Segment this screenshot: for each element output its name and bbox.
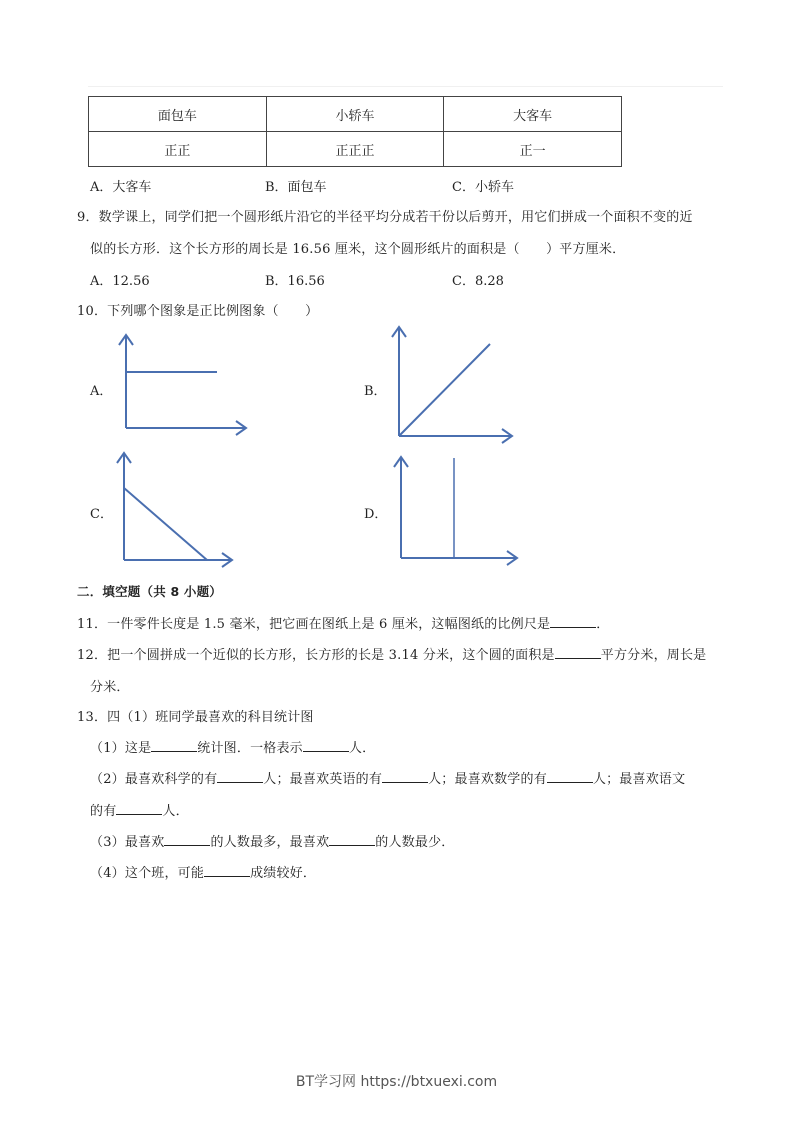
table-cell: 正正 — [89, 132, 267, 167]
tally-table — [88, 96, 622, 167]
q13-p2-text: 人． — [162, 804, 189, 819]
q13-p2-blank-math[interactable] — [547, 771, 593, 783]
graph-b-label: B． — [364, 384, 387, 399]
q13-p3-text: 的人数最多，最喜欢 — [210, 835, 330, 850]
q13-p1-text: 统计图．一格表示 — [197, 741, 303, 756]
q9-option-c: C．8.28 — [452, 274, 504, 289]
q12-line2: 分米． — [90, 680, 130, 695]
q13-part3 — [90, 831, 455, 850]
q9-line2: 似的长方形．这个长方形的周长是 16.56 厘米，这个圆形纸片的面积是（ ）平方厘米． — [90, 242, 626, 257]
q12-area-blank[interactable] — [555, 647, 601, 659]
q13-part2-line2 — [90, 800, 189, 819]
q13-part2-line1 — [90, 768, 685, 787]
q13-p1-blank-unit[interactable] — [303, 740, 349, 752]
q13-p2-text: （2）最喜欢科学的有 — [90, 772, 218, 787]
q8-option-c: C．小轿车 — [452, 180, 514, 195]
q11-text: 11．一件零件长度是 1.5 毫米，把它画在图纸上是 6 厘米，这幅图纸的比例尺是 — [77, 617, 551, 632]
q13-p4-text: （4）这个班，可能 — [90, 866, 205, 881]
q13-p1-text: 人． — [348, 741, 376, 756]
q13-p3-text: 的人数最少． — [375, 835, 455, 850]
graph-a-horizontal-line — [110, 330, 255, 440]
q12-text: 12．把一个圆拼成一个近似的长方形，长方形的长是 3.14 分米，这个圆的面积是 — [77, 648, 555, 663]
q13-part4 — [90, 862, 316, 881]
q12-middle: 平方分米，周长是 — [600, 648, 707, 663]
q13-p2-blank-english[interactable] — [382, 771, 428, 783]
q13-p3-blank-least[interactable] — [329, 834, 375, 846]
q13-p3-text: （3）最喜欢 — [90, 835, 165, 850]
graph-d-label: D． — [364, 507, 388, 522]
table-header-cell: 面包车 — [89, 97, 267, 132]
q11-blank[interactable] — [550, 616, 596, 628]
footer-watermark: BT学习网 https://btxuexi.com — [295, 1074, 498, 1090]
q13-p3-blank-most[interactable] — [164, 834, 210, 846]
q13-p1-blank-type[interactable] — [151, 740, 197, 752]
table-row — [89, 97, 622, 132]
q13-p2-text: 人；最喜欢数学的有 — [428, 772, 547, 787]
q13-p2-text: 的有 — [90, 804, 117, 819]
graph-d-vertical-line — [390, 452, 525, 570]
q13-part1 — [90, 737, 375, 756]
q9-option-b: B．16.56 — [265, 274, 325, 289]
q13-p2-text: 人；最喜欢英语的有 — [263, 772, 383, 787]
graph-a-label: A． — [90, 384, 113, 399]
graph-b-proportional-line — [390, 322, 520, 444]
q13-p1-text: （1）这是 — [90, 741, 152, 756]
q13-p2-blank-chinese[interactable] — [116, 803, 162, 815]
q13-p2-text: 人；最喜欢语文 — [592, 772, 686, 787]
q11-end: ． — [596, 617, 610, 632]
table-header-cell: 大客车 — [444, 97, 622, 132]
page-top-rule — [88, 86, 723, 87]
q13-p4-text: 成绩较好． — [250, 866, 317, 881]
table-cell: 正一 — [444, 132, 622, 167]
graph-c-decreasing-line — [110, 448, 240, 570]
table-row — [89, 132, 622, 167]
q8-option-b: B．面包车 — [265, 180, 327, 195]
table-cell: 正正正 — [266, 132, 444, 167]
q8-option-a: A．大客车 — [90, 180, 152, 195]
q10-stem: 10．下列哪个图象是正比例图象（ ） — [77, 304, 319, 319]
q9-line1: 9．数学课上，同学们把一个圆形纸片沿它的半径平均分成若干份以后剪开，用它们拼成一个面积不变的近 — [77, 210, 693, 225]
q13-stem: 13．四（1）班同学最喜欢的科目统计图 — [77, 710, 314, 725]
q13-p2-blank-science[interactable] — [217, 771, 263, 783]
q13-p4-blank[interactable] — [204, 865, 250, 877]
q12-line1 — [77, 644, 706, 663]
section-2-title: 二．填空题（共 8 小题） — [77, 584, 223, 599]
graph-c-label: C． — [90, 507, 113, 522]
q9-option-a: A．12.56 — [90, 274, 150, 289]
table-header-cell: 小轿车 — [266, 97, 444, 132]
q11 — [77, 613, 609, 632]
